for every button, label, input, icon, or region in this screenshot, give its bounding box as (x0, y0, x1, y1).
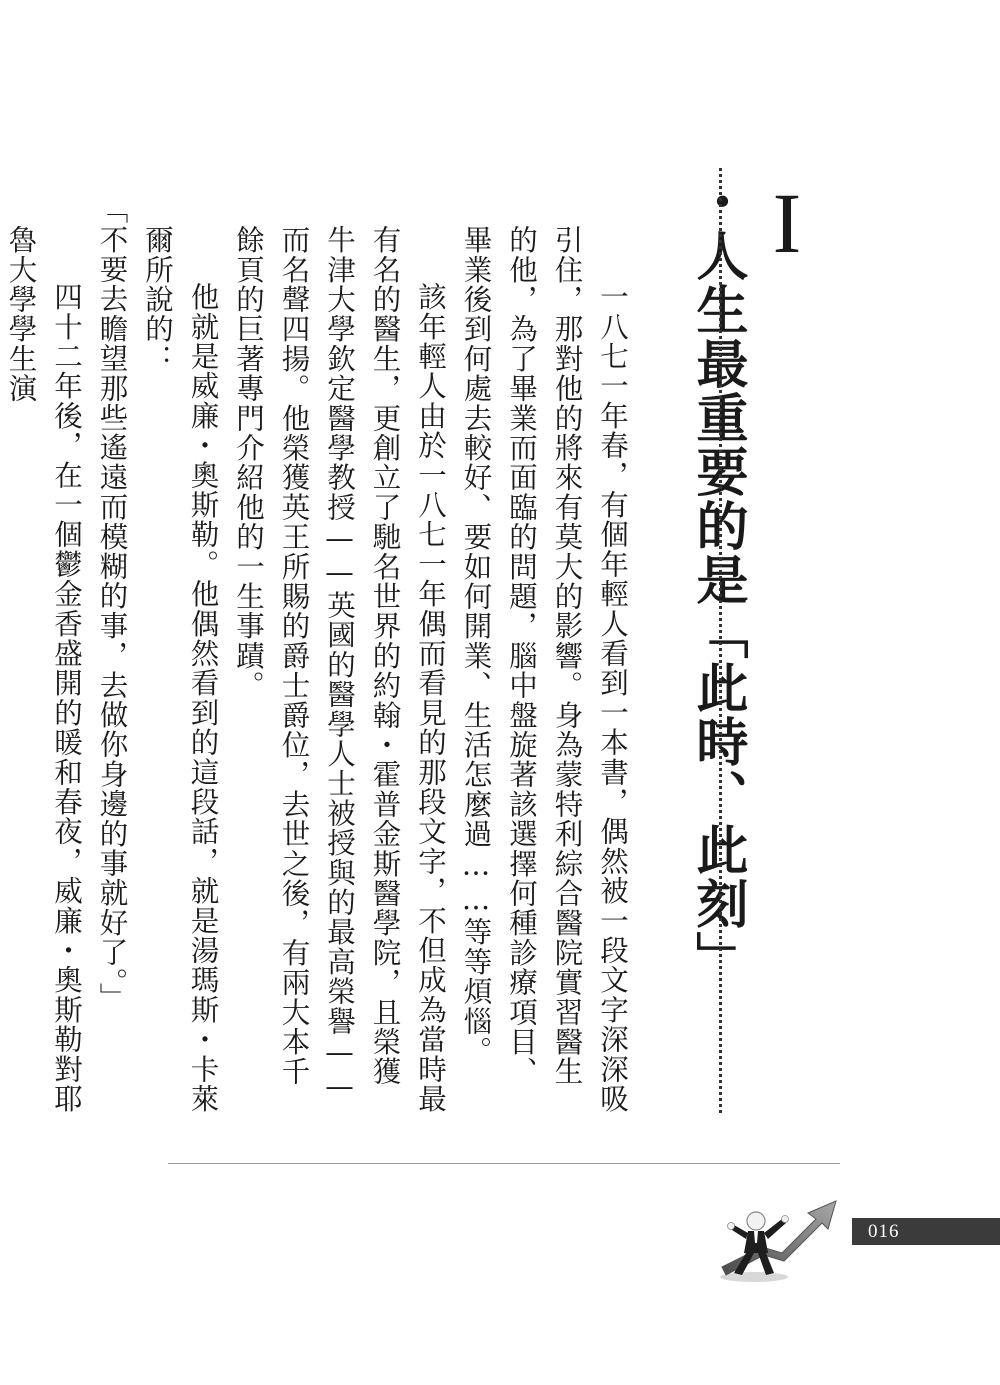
chapter-heading: ・人生最重要的是「此時、此刻」 (687, 175, 748, 985)
footer-divider (168, 1163, 840, 1164)
dotted-divider (719, 168, 722, 1113)
businessman-arrow-icon (712, 1195, 852, 1285)
quote-paragraph: 「不要去瞻望那些遙遠而模糊的事，去做你身邊的事就好了。」 (95, 195, 129, 1013)
paragraph-closing: 四十二年後，在一個鬱金香盛開的暖和春夜，威廉・奧斯勒對耶魯大學學生演 (4, 225, 83, 1114)
chapter-number: I (739, 175, 835, 271)
paragraph-1: 一八七一年春，有個年輕人看到一本書，偶然被一段文字深深吸引住，那對他的將來有莫大的影響。身為蒙特利綜合醫院實習醫生的他，為了畢業而面臨的問題，腦中盤旋著該選擇何種診療項目、畢業後到何處去較好、要如何開業、生活怎麼過……等等煩惱。 (459, 225, 629, 1114)
chapter-title (687, 175, 835, 995)
paragraph-2: 該年輕人由於一八七一年偶而看見的那段文字，不但成為當時最有名的醫生，更創立了馳名世界的約翰・霍普金斯醫學院，且榮獲牛津大學欽定醫學教授——英國的醫學人士被授與的最高榮譽——而名聲四揚。他榮獲英王所賜的爵士爵位，去世之後，有兩大本千餘頁的巨著專門介紹他的一生事蹟。 (232, 225, 447, 1114)
page-number: 016 (868, 1221, 900, 1242)
body-text (4, 195, 635, 1115)
paragraph-3: 他就是威廉・奧斯勒。他偶然看到的這段話，就是湯瑪斯・卡萊爾所說的： (141, 225, 220, 1114)
